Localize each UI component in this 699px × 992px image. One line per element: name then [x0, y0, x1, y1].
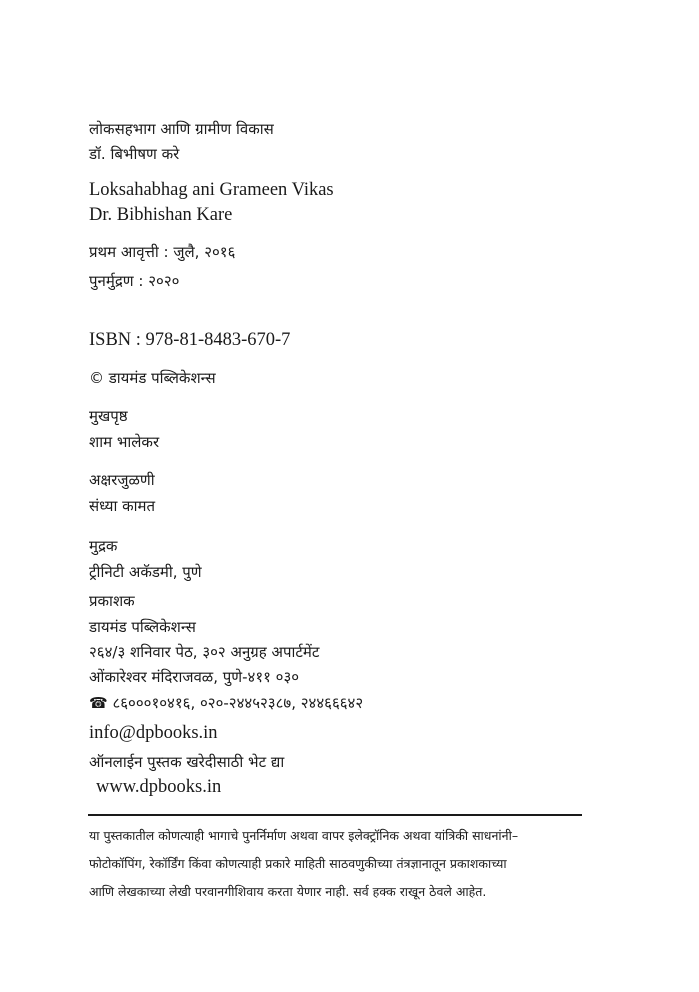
notice-line: या पुस्तकातील कोणत्याही भागाचे पुनर्निर्माण अथवा वापर इलेक्ट्रॉनिक अथवा यांत्रिकी साधनांनी–: [89, 828, 519, 843]
rights-notice: [89, 822, 583, 906]
author-english: Dr. Bibhishan Kare: [89, 205, 233, 225]
notice-line: आणि लेखकाच्या लेखी परवानगीशिवाय करता येणार नाही. सर्व हक्क राखून ठेवले आहेत.: [89, 884, 487, 899]
online-purchase-text: ऑनलाईन पुस्तक खरेदीसाठी भेट द्या: [89, 753, 285, 771]
divider-line: [88, 814, 582, 816]
cover-name: शाम भालेकर: [89, 433, 160, 451]
title-marathi: लोकसहभाग आणि ग्रामीण विकास: [89, 120, 274, 138]
email-link[interactable]: info@dpbooks.in: [89, 723, 218, 743]
typeset-label: अक्षरजुळणी: [89, 471, 155, 489]
phone-numbers: ☎ ८६०००१०४१६, ०२०-२४४५२३८७, २४४६६६४२: [89, 694, 364, 712]
typeset-name: संध्या कामत: [89, 497, 156, 515]
cover-label: मुखपृष्ठ: [89, 407, 128, 425]
author-marathi: डॉ. बिभीषण करे: [89, 145, 180, 163]
publisher-label: प्रकाशक: [89, 592, 135, 610]
title-english: Loksahabhag ani Grameen Vikas: [89, 180, 334, 200]
website-link[interactable]: www.dpbooks.in: [96, 777, 222, 797]
publisher-name: डायमंड पब्लिकेशन्स: [89, 618, 196, 636]
first-edition: प्रथम आवृत्ती : जुलै, २०१६: [89, 243, 236, 261]
copyright: © डायमंड पब्लिकेशन्स: [89, 369, 216, 387]
reprint: पुनर्मुद्रण : २०२०: [89, 272, 180, 290]
isbn: ISBN : 978-81-8483-670-7: [89, 330, 291, 350]
address-line-1: २६४/३ शनिवार पेठ, ३०२ अनुग्रह अपार्टमेंट: [89, 643, 320, 661]
printer-label: मुद्रक: [89, 537, 118, 555]
printer-name: ट्रीनिटी अकॅडमी, पुणे: [89, 563, 202, 581]
address-line-2: ओंकारेश्वर मंदिराजवळ, पुणे-४११ ०३०: [89, 668, 300, 686]
notice-line: फोटोकॉपिंग, रेकॉर्डिंग किंवा कोणत्याही प्रकारे माहिती साठवणुकीच्या तंत्रज्ञानातून प्रकाशकाच्या: [89, 856, 507, 871]
